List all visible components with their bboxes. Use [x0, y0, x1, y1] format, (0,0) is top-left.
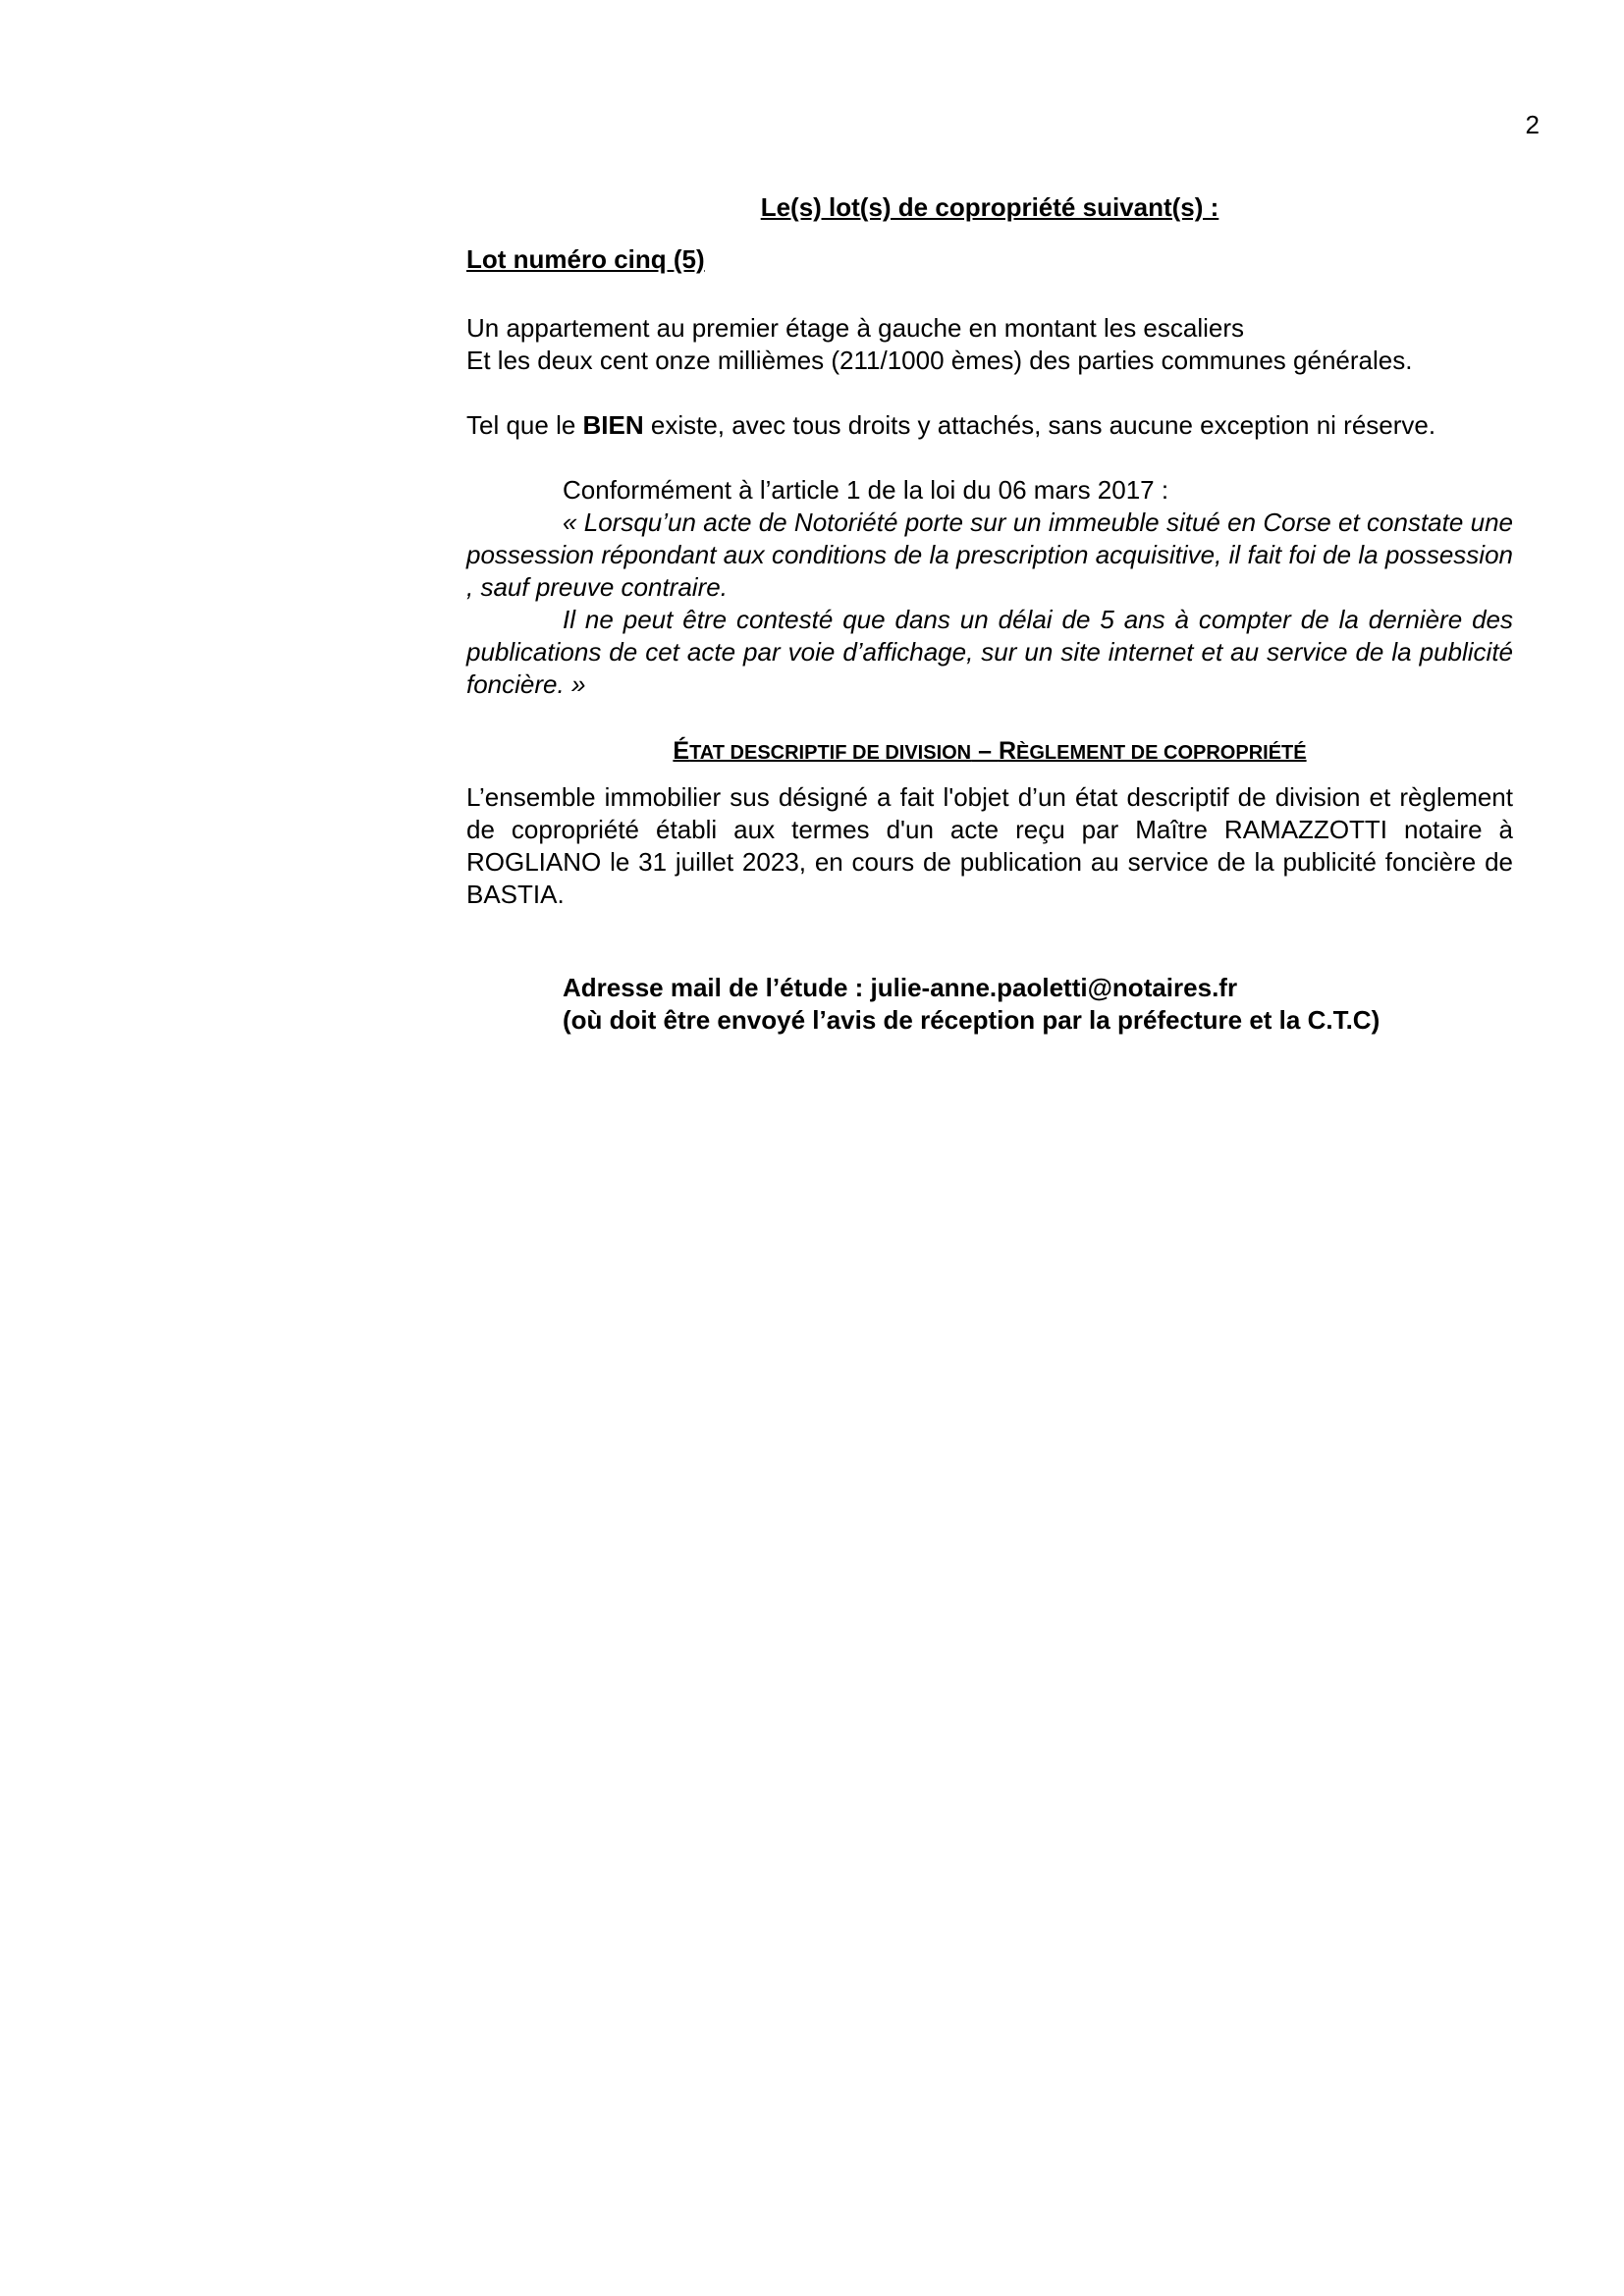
contact-block	[466, 972, 1513, 1037]
bien-keyword: BIEN	[582, 410, 644, 440]
bien-suffix: existe, avec tous droits y attachés, sans aucune exception ni réserve.	[643, 410, 1436, 440]
copropriete-title-separator: –	[971, 737, 999, 765]
legal-quote-paragraph1: « Lorsqu’un acte de Notoriété porte sur un immeuble situé en Corse et constate une possession répondant aux conditions de la prescription acquisitive, il fait foi de la possession , sauf preuve contraire.	[466, 507, 1513, 602]
contact-note-line: (où doit être envoyé l’avis de réception par la préfecture et la C.T.C)	[563, 1005, 1380, 1035]
lot-description	[466, 312, 1513, 377]
copropriete-title-cap2: R	[998, 737, 1016, 765]
bien-statement	[466, 409, 1513, 442]
copropriete-title-part2: ÈGLEMENT DE COPROPRIÉTÉ	[1016, 742, 1307, 764]
copropriete-title	[466, 738, 1513, 766]
lot-title: Lot numéro cinq (5)	[466, 244, 705, 274]
contact-email-line: Adresse mail de l’étude : julie-anne.paoletti@notaires.fr	[563, 973, 1238, 1002]
page-number: 2	[1525, 110, 1540, 139]
lot-description-line1: Un appartement au premier étage à gauche en montant les escaliers	[466, 313, 1245, 343]
document-body	[466, 191, 1513, 1037]
bien-prefix: Tel que le	[466, 410, 583, 440]
legal-citation	[466, 474, 1513, 701]
copropriete-text: L’ensemble immobilier sus désigné a fait l'objet d’un état descriptif de division et règlement de copropriété établi aux termes d'un acte reçu par Maître RAMAZZOTTI notaire à ROGLIANO le 31 juillet 2023, en cours de publication au service de la publicité foncière de BASTIA.	[466, 782, 1513, 909]
copropriete-title-cap1: É	[673, 737, 690, 765]
lot-description-line2: Et les deux cent onze millièmes (211/1000 èmes) des parties communes générales.	[466, 346, 1413, 375]
section-title: Le(s) lot(s) de copropriété suivant(s) :	[760, 192, 1219, 222]
legal-quote-paragraph2: Il ne peut être contesté que dans un délai de 5 ans à compter de la dernière des publications de cet acte par voie d’affichage, sur un site internet et au service de la publicité foncière. »	[466, 605, 1513, 699]
legal-intro: Conformément à l’article 1 de la loi du 06 mars 2017 :	[563, 475, 1169, 505]
copropriete-title-part1: TAT DESCRIPTIF DE DIVISION	[689, 742, 972, 764]
